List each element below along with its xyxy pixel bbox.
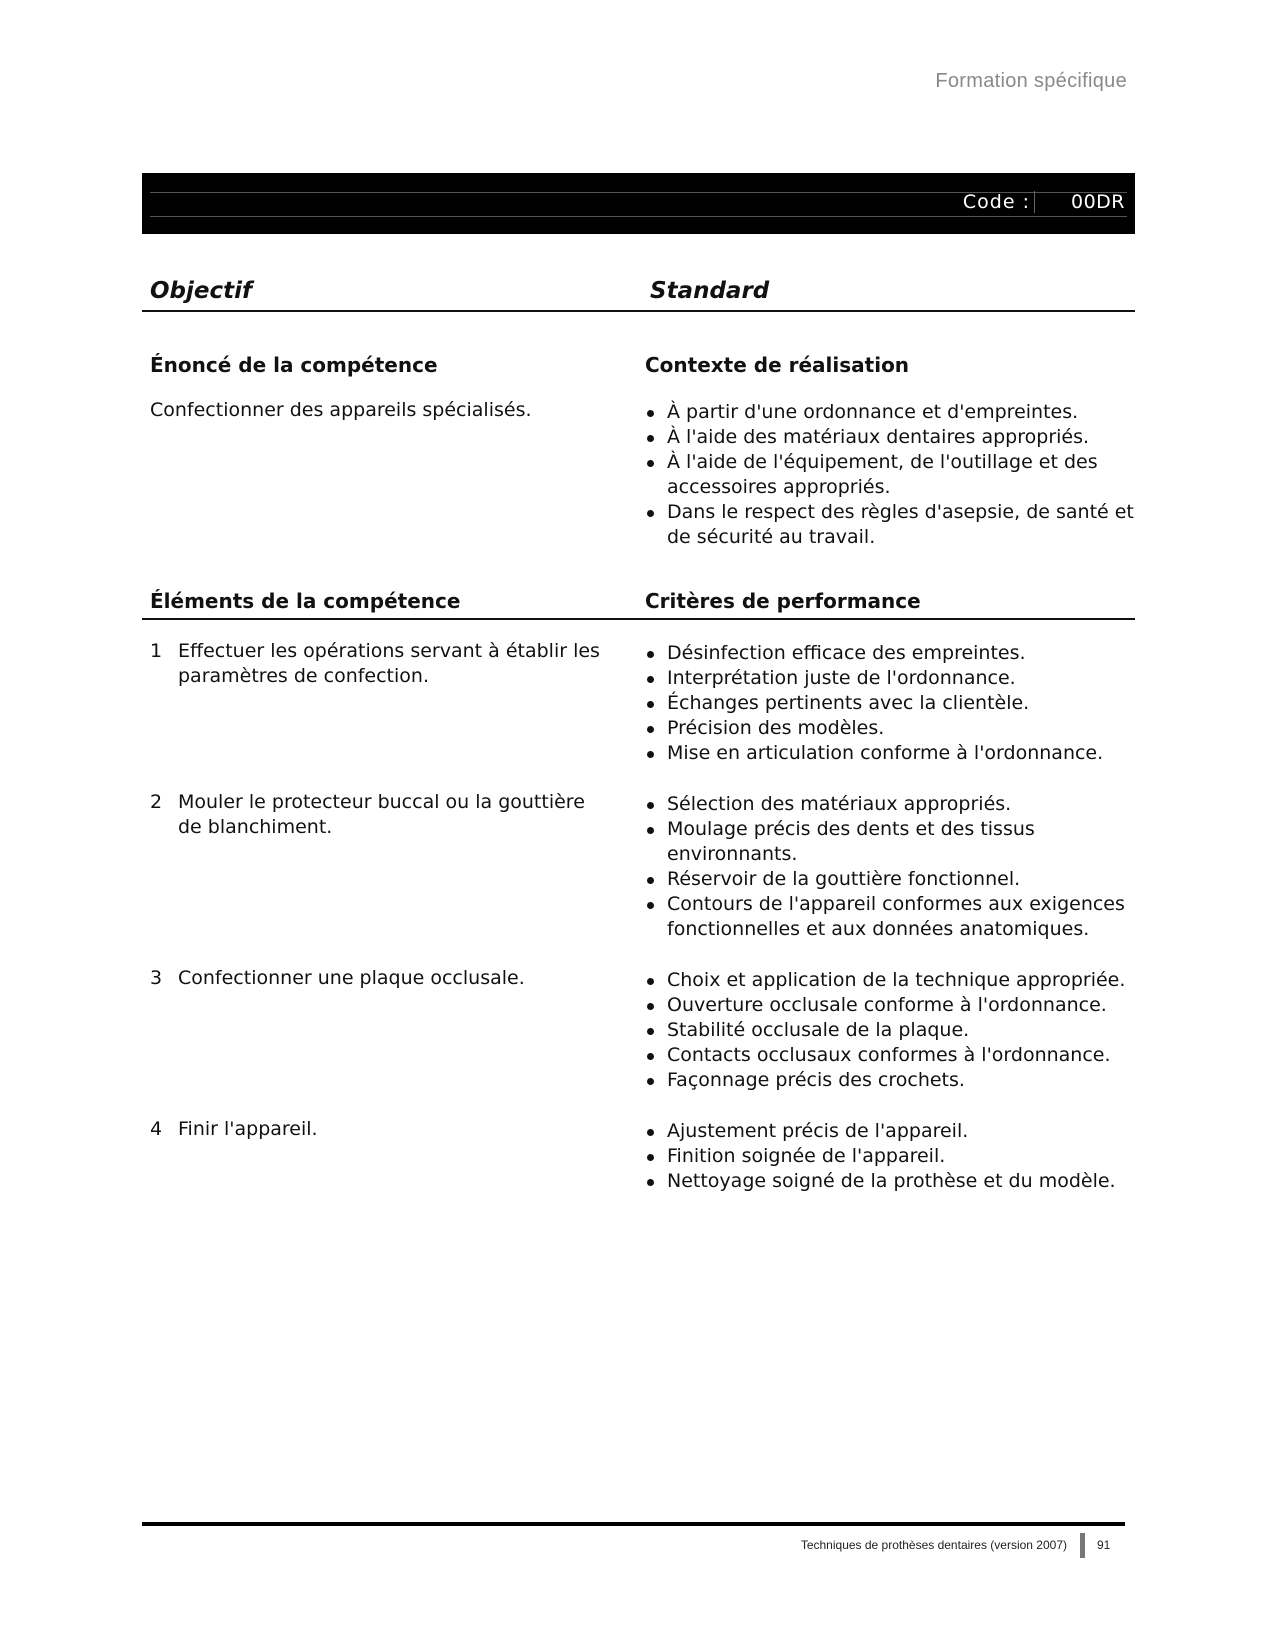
element-row [150,1117,610,1142]
footer-rule [142,1522,1125,1526]
list-item: Sélection des matériaux appropriés. [645,792,1135,817]
standard-heading: Standard [650,278,770,304]
code-banner [142,173,1135,234]
banner-divider [150,216,1127,217]
enonce-text: Confectionner des appareils spécialisés. [150,399,532,421]
criteria-list [645,792,1135,942]
element-row [150,790,610,840]
list-item: À partir d'une ordonnance et d'empreintes. [645,400,1135,425]
list-item: Réservoir de la gouttière fonctionnel. [645,867,1135,892]
element-text: Effectuer les opérations servant à établir les paramètres de confection. [178,640,600,687]
list-item: Échanges pertinents avec la clientèle. [645,691,1135,716]
list-item: Précision des modèles. [645,716,1135,741]
list-item: Désinfection efficace des empreintes. [645,641,1135,666]
list-item: Mise en articulation conforme à l'ordonnance. [645,741,1135,766]
list-item: À l'aide des matériaux dentaires appropriés. [645,425,1135,450]
elements-heading-rule [142,618,1135,620]
element-text: Finir l'appareil. [178,1118,318,1140]
element-row [150,966,610,991]
criteria-list [645,968,1135,1093]
list-item: Interprétation juste de l'ordonnance. [645,666,1135,691]
footer-title: Techniques de prothèses dentaires (version 2007) [800,1538,1067,1552]
column-heading-rule [142,310,1135,312]
contexte-title: Contexte de réalisation [645,353,910,377]
list-item: Nettoyage soigné de la prothèse et du modèle. [645,1169,1135,1194]
list-item: Façonnage précis des crochets. [645,1068,1135,1093]
elements-title: Éléments de la compétence [150,589,461,613]
list-item: Stabilité occlusale de la plaque. [645,1018,1135,1043]
list-item: À l'aide de l'équipement, de l'outillage et des accessoires appropriés. [645,450,1135,500]
element-text: Mouler le protecteur buccal ou la gouttière de blanchiment. [178,791,585,838]
element-row [150,639,610,689]
element-number: 2 [150,791,163,813]
element-number: 1 [150,640,163,662]
enonce-title: Énoncé de la compétence [150,353,438,377]
list-item: Finition soignée de l'appareil. [645,1144,1135,1169]
list-item: Dans le respect des règles d'asepsie, de santé et de sécurité au travail. [645,500,1135,550]
page-header-section: Formation spécifique [935,70,1127,92]
list-item: Contacts occlusaux conformes à l'ordonnance. [645,1043,1135,1068]
list-item: Choix et application de la technique appropriée. [645,968,1135,993]
element-number: 4 [150,1118,163,1140]
element-number: 3 [150,967,163,989]
code-value: 00DR [1070,191,1125,213]
objectif-heading: Objectif [150,278,253,304]
criteria-list [645,1119,1135,1194]
list-item: Ouverture occlusale conforme à l'ordonnance. [645,993,1135,1018]
page-number: 91 [1097,1538,1111,1552]
code-label: Code : [959,191,1035,213]
criteria-list [645,641,1135,766]
element-text: Confectionner une plaque occlusale. [178,967,525,989]
list-item: Contours de l'appareil conformes aux exigences fonctionnelles et aux données anatomiques. [645,892,1135,942]
footer-divider [1080,1533,1085,1558]
contexte-list [645,400,1135,550]
list-item: Ajustement précis de l'appareil. [645,1119,1135,1144]
list-item: Moulage précis des dents et des tissus environnants. [645,817,1135,867]
criteres-title: Critères de performance [645,589,921,613]
